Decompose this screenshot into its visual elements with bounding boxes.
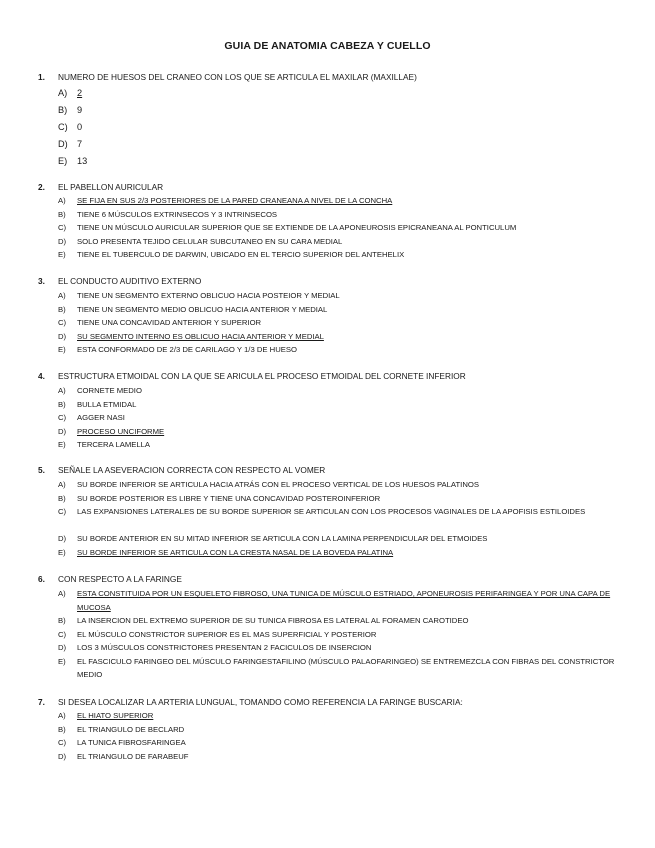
q1-option-d	[58, 138, 82, 150]
option-letter: A)	[58, 88, 68, 98]
question-text: EL PABELLON AURICULAR	[58, 182, 164, 192]
option-letter: C)	[58, 413, 67, 422]
option-letter: D)	[58, 534, 67, 543]
q1-option-a	[58, 87, 82, 99]
q2-option-d	[58, 235, 342, 249]
option-text: TIENE UN SEGMENTO EXTERNO OBLICUO HACIA POSTEIOR Y MEDIAL	[77, 291, 340, 300]
question-number: 3.	[38, 276, 45, 286]
q6-option-a	[58, 587, 618, 614]
q6-option-b	[58, 614, 468, 628]
q4-option-b	[58, 398, 136, 412]
option-letter: C)	[58, 738, 67, 747]
question-4	[38, 371, 466, 382]
question-2	[38, 182, 163, 193]
option-text: AGGER NASI	[77, 413, 125, 422]
question-text: SEÑALE LA ASEVERACION CORRECTA CON RESPECTO AL VOMER	[58, 465, 326, 475]
page-title: GUIA DE ANATOMIA CABEZA Y CUELLO	[224, 40, 431, 52]
option-text: LAS EXPANSIONES LATERALES DE SU BORDE SUPERIOR SE ARTICULAN CON LOS PROCESOS VAGINALES DE LA APOFISIS ESTILOIDES	[77, 507, 586, 516]
q6-option-e	[58, 655, 618, 682]
option-letter: D)	[58, 331, 67, 341]
question-number: 6.	[38, 574, 45, 584]
option-letter: A)	[58, 196, 66, 205]
q5-option-e	[58, 546, 393, 560]
question-text: NUMERO DE HUESOS DEL CRANEO CON LOS QUE SE ARTICULA EL MAXILAR (MAXILLAE)	[58, 72, 417, 82]
option-letter: A)	[58, 589, 66, 598]
option-text: TIENE 6 MÚSCULOS EXTRINSECOS Y 3 INTRINSECOS	[77, 209, 278, 219]
question-number: 1.	[38, 72, 45, 82]
question-text: ESTRUCTURA ETMOIDAL CON LA QUE SE ARICULA EL PROCESO ETMOIDAL DEL CORNETE INFERIOR	[58, 371, 466, 381]
option-text: SOLO PRESENTA TEJIDO CELULAR SUBCUTANEO EN SU CARA MEDIAL	[77, 236, 343, 246]
option-text: PROCESO UNCIFORME	[77, 426, 165, 436]
option-text: SU BORDE POSTERIOR ES LIBRE Y TIENE UNA CONCAVIDAD POSTEROINFERIOR	[77, 493, 381, 503]
option-letter: A)	[58, 386, 66, 395]
question-text: SI DESEA LOCALIZAR LA ARTERIA LUNGUAL, TOMANDO COMO REFERENCIA LA FARINGE BUSCARIA:	[58, 697, 463, 707]
option-letter: C)	[58, 318, 67, 327]
option-letter: D)	[58, 643, 67, 652]
option-text: BULLA ETMIDAL	[77, 399, 137, 409]
question-text: CON RESPECTO A LA FARINGE	[58, 574, 182, 584]
question-number: 7.	[38, 697, 45, 707]
option-letter: E)	[58, 250, 66, 259]
q4-option-a	[58, 384, 142, 398]
q1-option-e	[58, 155, 87, 167]
option-text: TIENE UN MÚSCULO AURICULAR SUPERIOR QUE SE EXTIENDE DE LA APONEUROSIS EPICRANEANA AL PONTICULUM	[77, 223, 517, 232]
option-text: 0	[77, 122, 83, 132]
question-1	[38, 72, 417, 83]
option-letter: B)	[58, 616, 66, 625]
question-number: 2.	[38, 182, 45, 192]
option-text: EL MÚSCULO CONSTRICTOR SUPERIOR ES EL MAS SUPERFICIAL Y POSTERIOR	[77, 629, 377, 639]
option-text: CORNETE MEDIO	[77, 386, 142, 395]
q5-option-a	[58, 478, 479, 492]
option-text: LA INSERCION DEL EXTREMO SUPERIOR DE SU TUNICA FIBROSA ES LATERAL AL FORAMEN CAROTIDEO	[77, 616, 469, 625]
q3-option-d	[58, 330, 324, 344]
question-number: 4.	[38, 371, 45, 381]
option-letter: E)	[58, 547, 66, 557]
question-3	[38, 276, 201, 287]
q4-option-d	[58, 425, 164, 439]
option-text: LOS 3 MÚSCULOS CONSTRICTORES PRESENTAN 2 FACICULOS DE INSERCION	[77, 643, 372, 652]
option-letter: A)	[58, 480, 66, 489]
option-letter: B)	[58, 304, 66, 314]
q7-option-b	[58, 723, 184, 737]
option-text: TERCERA LAMELLA	[77, 440, 151, 449]
q7-option-c	[58, 736, 186, 750]
option-text: ESTA CONSTITUIDA POR UN ESQUELETO FIBROSO, UNA TUNICA DE MÚSCULO ESTRIADO, APONEUROSIS PERIFARINGEA Y POR UNA CAPA DE MUCOSA	[77, 589, 611, 612]
option-letter: E)	[58, 345, 66, 354]
q5-option-c	[58, 505, 618, 519]
option-letter: E)	[58, 440, 66, 449]
option-text: SE FIJA EN SUS 2/3 POSTERIORES DE LA PARED CRANEANA A NIVEL DE LA CONCHA	[77, 196, 393, 205]
option-letter: A)	[58, 711, 66, 720]
question-number: 5.	[38, 465, 45, 475]
option-text: TIENE UNA CONCAVIDAD ANTERIOR Y SUPERIOR	[77, 318, 262, 327]
option-letter: D)	[58, 236, 67, 246]
q4-option-e	[58, 438, 150, 452]
q6-option-d	[58, 641, 371, 655]
option-text: EL TRIANGULO DE FARABEUF	[77, 751, 189, 761]
option-letter: C)	[58, 223, 67, 232]
q2-option-e	[58, 248, 404, 262]
option-text: SU BORDE INFERIOR SE ARTICULA CON LA CRESTA NASAL DE LA BOVEDA PALATINA	[77, 547, 394, 557]
option-text: 13	[77, 156, 88, 166]
option-text: SU BORDE ANTERIOR EN SU MITAD INFERIOR SE ARTICULA CON LA LAMINA PERPENDICULAR DEL ETMOIDES	[77, 534, 488, 543]
option-letter: B)	[58, 493, 66, 503]
option-text: ESTA CONFORMADO DE 2/3 DE CARILAGO Y 1/3 DE HUESO	[77, 345, 298, 354]
q3-option-c	[58, 316, 261, 330]
option-letter: B)	[58, 209, 66, 219]
question-7	[38, 697, 463, 708]
option-letter: D)	[58, 751, 67, 761]
q1-option-b	[58, 104, 82, 116]
q4-option-c	[58, 411, 125, 425]
q2-option-c	[58, 221, 516, 235]
q3-option-a	[58, 289, 340, 303]
option-text: EL FASCICULO FARINGEO DEL MÚSCULO FARINGESTAFILINO (MÚSCULO PALAOFARINGEO) SE ENTREMEZCLA CON FIBRAS DEL CONSTRICTOR MEDIO	[77, 656, 615, 679]
q6-option-c	[58, 628, 376, 642]
q5-option-d	[58, 532, 487, 546]
q3-option-b	[58, 303, 327, 317]
question-6	[38, 574, 182, 585]
option-letter: C)	[58, 122, 68, 132]
option-text: 9	[77, 105, 83, 115]
option-text: LA TUNICA FIBROSFARINGEA	[77, 738, 186, 747]
option-text: 7	[77, 139, 83, 149]
option-letter: B)	[58, 105, 68, 115]
q3-option-e	[58, 343, 297, 357]
q2-option-b	[58, 208, 277, 222]
option-letter: D)	[58, 426, 67, 436]
option-text: TIENE EL TUBERCULO DE DARWIN, UBICADO EN EL TERCIO SUPERIOR DEL ANTEHELIX	[77, 250, 405, 259]
option-text: SU SEGMENTO INTERNO ES OBLICUO HACIA ANTERIOR Y MEDIAL	[77, 331, 324, 341]
q5-option-b	[58, 492, 380, 506]
question-5	[38, 465, 325, 476]
option-text: TIENE UN SEGMENTO MEDIO OBLICUO HACIA ANTERIOR Y MEDIAL	[77, 304, 328, 314]
q7-option-d	[58, 750, 189, 764]
q1-option-c	[58, 121, 82, 133]
q2-option-a	[58, 194, 392, 208]
option-letter: C)	[58, 629, 67, 639]
option-letter: E)	[58, 156, 68, 166]
option-text: EL TRIANGULO DE BECLARD	[77, 724, 185, 734]
option-letter: B)	[58, 724, 66, 734]
option-letter: C)	[58, 507, 67, 516]
option-letter: E)	[58, 656, 66, 666]
option-letter: A)	[58, 291, 66, 300]
q7-option-a	[58, 709, 153, 723]
option-text: SU BORDE INFERIOR SE ARTICULA HACIA ATRÁS CON EL PROCESO VERTICAL DE LOS HUESOS PALATINOS	[77, 480, 479, 489]
option-text: EL HIATO SUPERIOR	[77, 711, 154, 720]
option-text: 2	[77, 88, 83, 98]
question-text: EL CONDUCTO AUDITIVO EXTERNO	[58, 276, 202, 286]
option-letter: D)	[58, 139, 68, 149]
option-letter: B)	[58, 399, 66, 409]
